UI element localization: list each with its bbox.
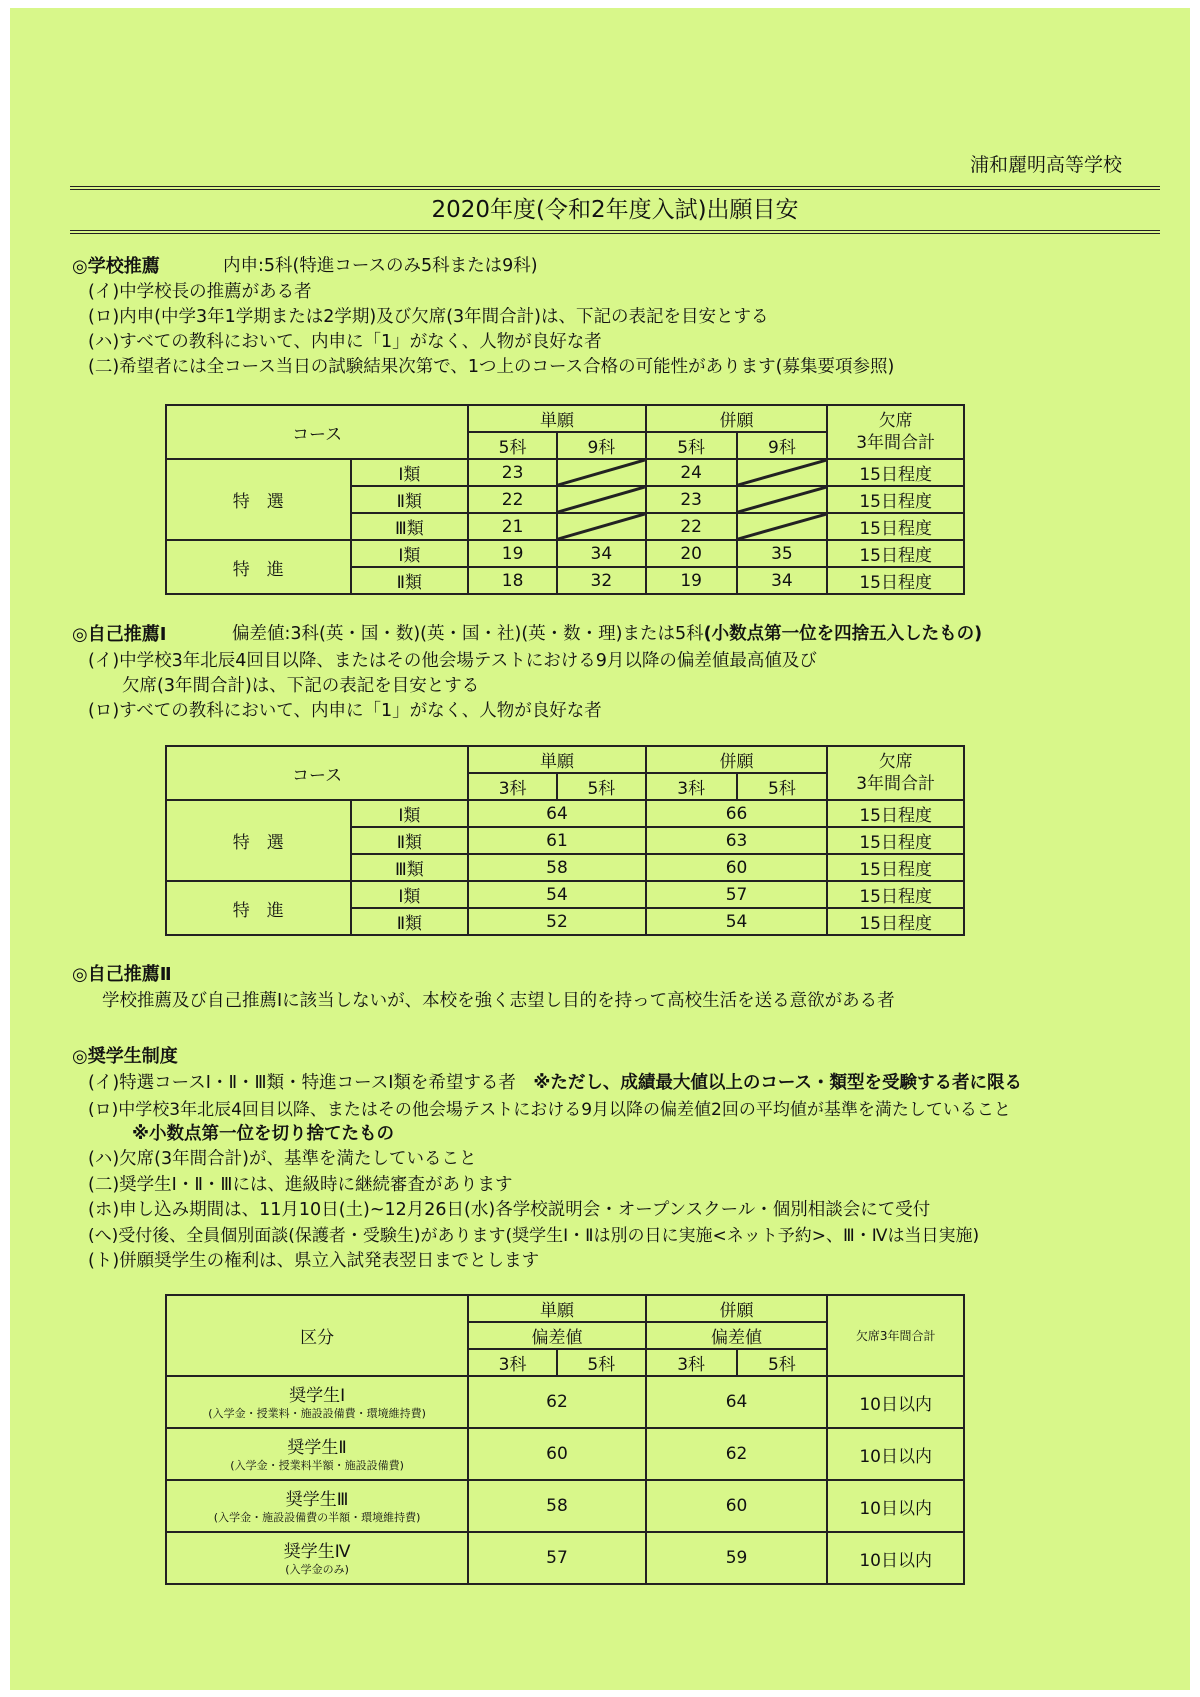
class-label: Ⅱ類: [351, 567, 469, 594]
group-label: 特 選: [166, 800, 351, 881]
absence-value: 15日程度: [827, 459, 964, 486]
class-label: Ⅰ類: [351, 459, 469, 486]
absence-value: 15日程度: [827, 540, 964, 567]
absence-value: 10日以内: [827, 1480, 964, 1532]
hensa-header: 偏差値: [646, 1322, 828, 1349]
s4-line: (ホ)申し込み期間は、11月10日(土)~12月26日(水)各学校説明会・オープンスクール・個別相談会にて受付: [88, 1200, 931, 1220]
s1-line: (イ)中学校長の推薦がある者: [88, 282, 312, 302]
s4-line: (二)奨学生Ⅰ・Ⅱ・Ⅲには、進級時に継続審査があります: [88, 1175, 513, 1195]
s1-line: (ロ)内申(中学3年1学期または2学期)及び欠席(3年間合計)は、下記の表記を目安とする: [88, 307, 769, 327]
absence-value: 15日程度: [827, 513, 964, 540]
s4-line: (ハ)欠席(3年間合計)が、基準を満たしていること: [88, 1149, 477, 1169]
heigan-header: 併願: [646, 746, 828, 773]
class-label: Ⅲ類: [351, 513, 469, 540]
group-label: 特 進: [166, 881, 351, 935]
diagonal-empty-cell: [557, 459, 646, 486]
scholarship-row-label: [166, 1428, 468, 1480]
scholarship-name: 奨学生Ⅲ: [285, 1489, 349, 1510]
scholarship-desc: (入学金・授業料半額・施設設備費): [230, 1458, 404, 1472]
absence-value: 10日以内: [827, 1532, 964, 1584]
cell-value: 32: [557, 567, 646, 594]
scholarship-name: 奨学生Ⅳ: [283, 1541, 351, 1562]
cell-value: 57: [468, 1532, 646, 1584]
cell-value: 61: [468, 827, 646, 854]
diagonal-empty-cell: [737, 486, 828, 513]
subject-header: 3科: [646, 1349, 737, 1376]
group-label: 特 選: [166, 459, 351, 540]
cell-value: 34: [557, 540, 646, 567]
scholarship-row-label: [166, 1376, 468, 1428]
s4-line: (ト)併願奨学生の権利は、県立入試発表翌日までとします: [88, 1251, 540, 1271]
absence-value: 15日程度: [827, 827, 964, 854]
subject-header: 9科: [737, 432, 828, 459]
diagonal-empty-cell: [557, 513, 646, 540]
subject-header: 5科: [646, 432, 737, 459]
cell-value: 20: [646, 540, 737, 567]
cell-value: 59: [646, 1532, 828, 1584]
scholarship-heading: ◎奨学生制度: [72, 1046, 178, 1067]
subject-header: 5科: [737, 1349, 828, 1376]
cell-value: 22: [468, 486, 557, 513]
scholarship-name: 奨学生Ⅰ: [289, 1385, 346, 1406]
kubun-header: 区分: [166, 1295, 468, 1376]
cell-value: 60: [468, 1428, 646, 1480]
cell-value: 66: [646, 800, 828, 827]
hensa-header: 偏差値: [468, 1322, 646, 1349]
subject-header: 3科: [646, 773, 737, 800]
class-label: Ⅰ類: [351, 800, 469, 827]
tangan-header: 単願: [468, 1295, 646, 1322]
tangan-header: 単願: [468, 746, 646, 773]
scholarship-table: [165, 1294, 965, 1585]
scholarship-row-label: [166, 1532, 468, 1584]
class-label: Ⅲ類: [351, 854, 469, 881]
subject-header: 3科: [468, 773, 557, 800]
course-header: コース: [166, 746, 468, 800]
cell-value: 18: [468, 567, 557, 594]
cell-value: 21: [468, 513, 557, 540]
self-recommendation-1-heading: ◎自己推薦Ⅰ: [72, 624, 167, 645]
class-label: Ⅰ類: [351, 881, 469, 908]
s4-line-bold: ※小数点第一位を切り捨てたもの: [132, 1124, 395, 1144]
absence-header: 欠席3年間合計: [827, 1295, 964, 1376]
group-label: 特 進: [166, 540, 351, 594]
subject-header: 3科: [468, 1349, 557, 1376]
diagonal-empty-cell: [737, 513, 828, 540]
s4-line: (ロ)中学校3年北辰4回目以降、またはその他会場テストにおける9月以降の偏差値2回の平均値が基準を満たしていること: [88, 1100, 1011, 1120]
cell-value: 64: [646, 1376, 828, 1428]
cell-value: 35: [737, 540, 828, 567]
cell-value: 22: [646, 513, 737, 540]
note-text: 偏差値:3科(英・国・数)(英・国・社)(英・数・理)または5科: [232, 624, 704, 644]
s2-line: 欠席(3年間合計)は、下記の表記を目安とする: [122, 676, 480, 696]
s4-line: (へ)受付後、全員個別面談(保護者・受験生)があります(奨学生Ⅰ・Ⅱは別の日に実施<ネット予約>、Ⅲ・Ⅳは当日実施): [88, 1226, 980, 1246]
subject-header: 5科: [557, 773, 646, 800]
cell-value: 60: [646, 1480, 828, 1532]
scholarship-desc: (入学金・授業料・施設設備費・環境維持費): [208, 1406, 426, 1420]
cell-value: 58: [468, 854, 646, 881]
absence-value: 15日程度: [827, 908, 964, 935]
s4-line: [88, 1069, 1022, 1094]
page-title: 2020年度(令和2年度入試)出願目安: [70, 186, 1160, 234]
cell-value: 54: [646, 908, 828, 935]
line-bold: ※ただし、成績最大値以上のコース・類型を受験する者に限る: [533, 1073, 1023, 1093]
class-label: Ⅱ類: [351, 486, 469, 513]
cell-value: 62: [468, 1376, 646, 1428]
cell-value: 19: [468, 540, 557, 567]
cell-value: 23: [468, 459, 557, 486]
class-label: Ⅰ類: [351, 540, 469, 567]
s2-line: (イ)中学校3年北辰4回目以降、またはその他会場テストにおける9月以降の偏差値最高値及び: [88, 651, 817, 671]
absence-value: 15日程度: [827, 881, 964, 908]
absence-header: 欠席 3年間合計: [827, 405, 964, 459]
absence-value: 15日程度: [827, 854, 964, 881]
cell-value: 34: [737, 567, 828, 594]
scholarship-row-label: [166, 1480, 468, 1532]
cell-value: 19: [646, 567, 737, 594]
heigan-header: 併願: [646, 1295, 828, 1322]
cell-value: 60: [646, 854, 828, 881]
absence-value: 15日程度: [827, 800, 964, 827]
absence-value: 10日以内: [827, 1428, 964, 1480]
absence-header: 欠席 3年間合計: [827, 746, 964, 800]
scholarship-desc: (入学金のみ): [285, 1562, 349, 1576]
document-sheet: [10, 8, 1190, 1690]
self-recommendation-1-note: [232, 620, 982, 645]
cell-value: 24: [646, 459, 737, 486]
note-bold: (小数点第一位を四捨五入したもの): [703, 624, 983, 644]
course-header: コース: [166, 405, 468, 459]
line-text: (イ)特選コースⅠ・Ⅱ・Ⅲ類・特進コースⅠ類を希望する者: [88, 1073, 516, 1093]
class-label: Ⅱ類: [351, 908, 469, 935]
s2-line: (ロ)すべての教科において、内申に「1」がなく、人物が良好な者: [88, 701, 602, 721]
diagonal-empty-cell: [557, 486, 646, 513]
school-recommendation-table: [165, 404, 965, 595]
absence-value: 15日程度: [827, 486, 964, 513]
cell-value: 52: [468, 908, 646, 935]
s3-line: 学校推薦及び自己推薦Ⅰに該当しないが、本校を強く志望し目的を持って高校生活を送る意欲がある者: [102, 991, 895, 1011]
school-recommendation-note: 内申:5科(特進コースのみ5科または9科): [223, 256, 538, 276]
school-recommendation-heading: ◎学校推薦: [72, 256, 160, 277]
cell-value: 57: [646, 881, 828, 908]
absence-value: 10日以内: [827, 1376, 964, 1428]
absence-value: 15日程度: [827, 567, 964, 594]
cell-value: 54: [468, 881, 646, 908]
cell-value: 58: [468, 1480, 646, 1532]
cell-value: 23: [646, 486, 737, 513]
self-recommendation-2-heading: ◎自己推薦Ⅱ: [72, 964, 172, 985]
subject-header: 5科: [468, 432, 557, 459]
scholarship-name: 奨学生Ⅱ: [287, 1437, 347, 1458]
scholarship-desc: (入学金・施設設備費の半額・環境維持費): [213, 1510, 421, 1524]
subject-header: 5科: [737, 773, 828, 800]
subject-header: 9科: [557, 432, 646, 459]
self-recommendation-table: [165, 745, 965, 936]
class-label: Ⅱ類: [351, 827, 469, 854]
cell-value: 62: [646, 1428, 828, 1480]
diagonal-empty-cell: [737, 459, 828, 486]
cell-value: 64: [468, 800, 646, 827]
cell-value: 63: [646, 827, 828, 854]
school-name: 浦和麗明高等学校: [970, 154, 1123, 176]
tangan-header: 単願: [468, 405, 646, 432]
subject-header: 5科: [557, 1349, 646, 1376]
s1-line: (二)希望者には全コース当日の試験結果次第で、1つ上のコース合格の可能性があります(募集要項参照): [88, 357, 895, 377]
s1-line: (ハ)すべての教科において、内申に「1」がなく、人物が良好な者: [88, 332, 602, 352]
heigan-header: 併願: [646, 405, 828, 432]
